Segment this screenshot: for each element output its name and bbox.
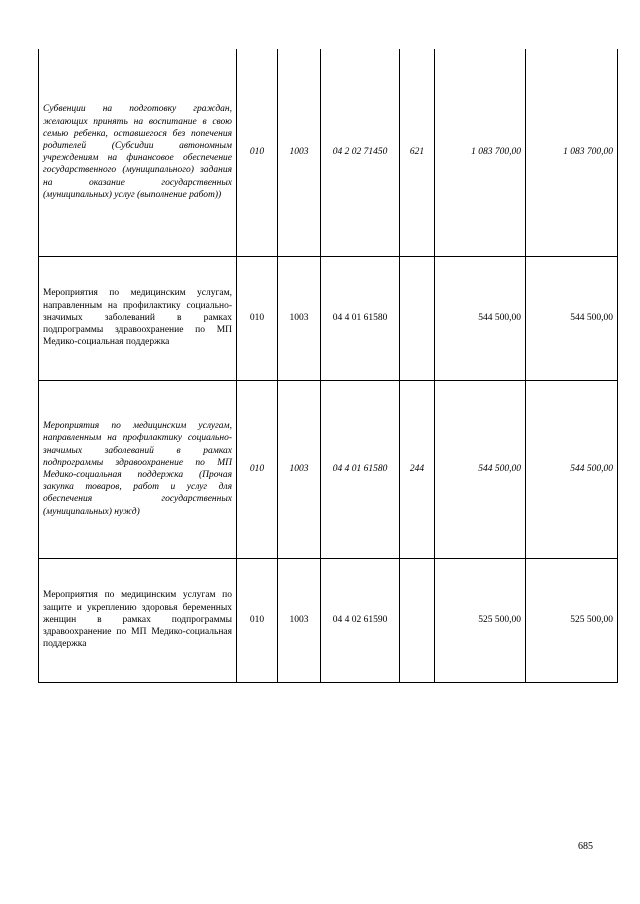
row-ministry-code: 010 <box>237 49 278 256</box>
row-amount-2: 525 500,00 <box>526 558 618 682</box>
row-amount-2: 1 083 700,00 <box>526 49 618 256</box>
table-row <box>39 558 618 682</box>
row-section-code: 1003 <box>278 256 321 380</box>
row-amount-1: 544 500,00 <box>435 380 526 558</box>
row-target-code: 04 4 01 61580 <box>321 256 400 380</box>
row-kind-code <box>400 558 435 682</box>
row-target-code: 04 2 02 71450 <box>321 49 400 256</box>
page-number: 685 <box>578 841 593 852</box>
row-section-code: 1003 <box>278 380 321 558</box>
row-description: Мероприятия по медицинским услугам, направленным на профилактику социально- значимых заболеваний в рамках подпрограммы здравоохранение по МП Медико-социальная поддержка <box>39 256 237 380</box>
row-kind-code: 244 <box>400 380 435 558</box>
row-kind-code <box>400 256 435 380</box>
row-amount-1: 544 500,00 <box>435 256 526 380</box>
row-ministry-code: 010 <box>237 380 278 558</box>
row-target-code: 04 4 02 61590 <box>321 558 400 682</box>
row-amount-1: 525 500,00 <box>435 558 526 682</box>
row-target-code: 04 4 01 61580 <box>321 380 400 558</box>
row-section-code: 1003 <box>278 558 321 682</box>
row-amount-2: 544 500,00 <box>526 256 618 380</box>
table-row <box>39 256 618 380</box>
budget-table <box>38 49 618 683</box>
row-kind-code: 621 <box>400 49 435 256</box>
row-ministry-code: 010 <box>237 558 278 682</box>
row-description: Субвенции на подготовку граждан, желающих принять на воспитание в свою семью ребенка, оставшегося без попечения родителей (Субсидии автономным учреждениям на финансовое обеспечение государственного (муниципального) задания на оказание государственных (муниципальных) услуг (выполнение работ)) <box>39 49 237 256</box>
row-description: Мероприятия по медицинским услугам, направленным на профилактику социально- значимых заболеваний в рамках подпрограммы здравоохранение по МП Медико-социальная поддержка (Прочая закупка товаров, работ и услуг для обеспечения государственных (муниципальных) нужд) <box>39 380 237 558</box>
row-ministry-code: 010 <box>237 256 278 380</box>
table-row <box>39 49 618 256</box>
table-row <box>39 380 618 558</box>
row-description: Мероприятия по медицинским услугам по защите и укреплению здоровья беременных женщин в рамках подпрограммы здравоохранение по МП Медико-социальная поддержка <box>39 558 237 682</box>
row-amount-1: 1 083 700,00 <box>435 49 526 256</box>
row-section-code: 1003 <box>278 49 321 256</box>
row-amount-2: 544 500,00 <box>526 380 618 558</box>
